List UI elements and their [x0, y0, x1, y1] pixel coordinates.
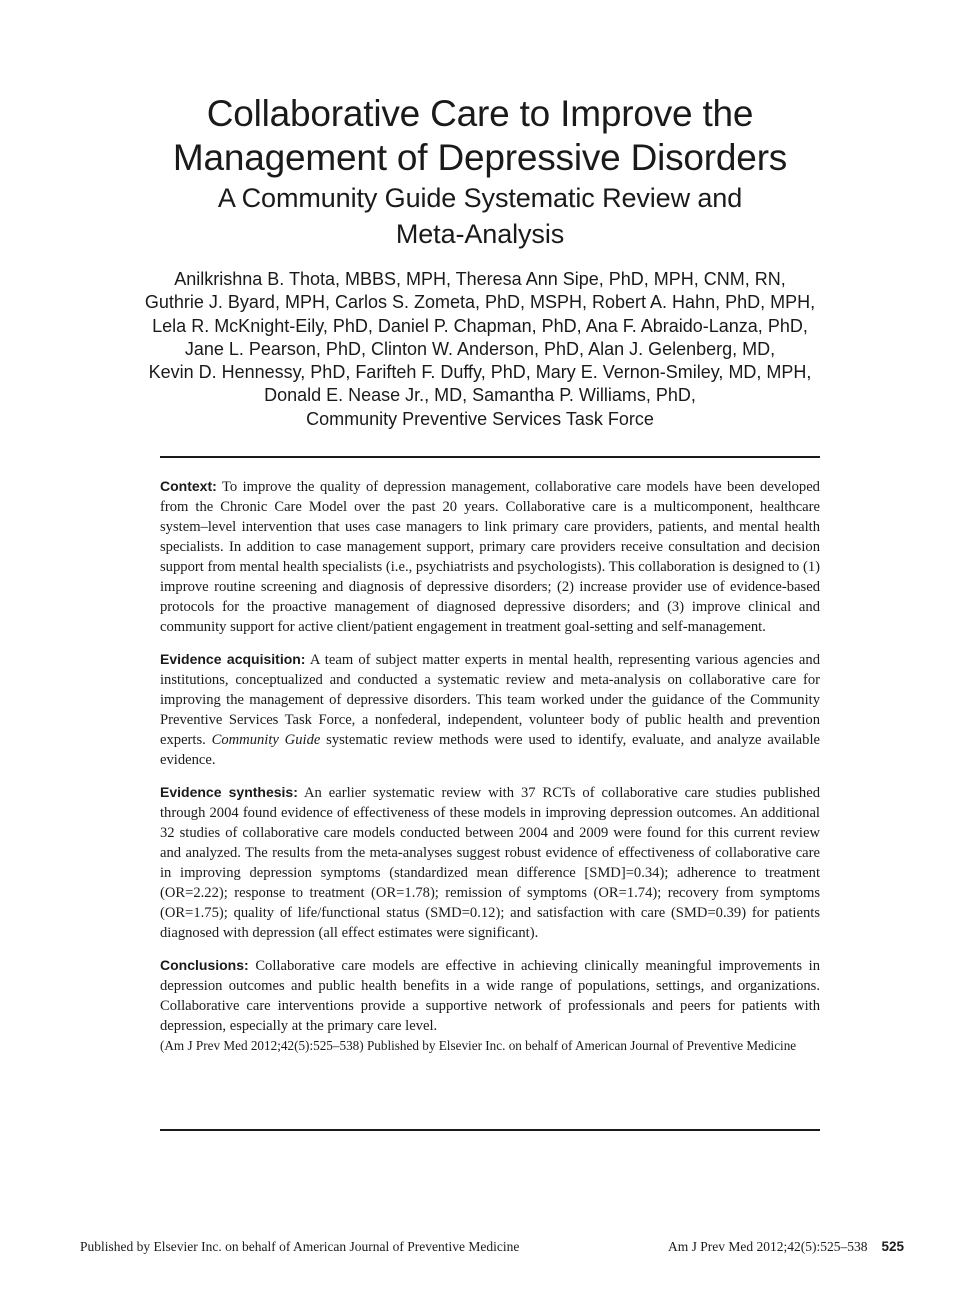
synthesis-label: Evidence synthesis:: [160, 784, 298, 800]
footer-journal-ref: Am J Prev Med 2012;42(5):525–538: [667, 1239, 868, 1254]
abstract-citation: (Am J Prev Med 2012;42(5):525–538) Published by Elsevier Inc. on behalf of American Journal of Preventive Medicine: [160, 1038, 797, 1053]
abstract-conclusions: [160, 955, 820, 1036]
footer-publisher: Published by Elsevier Inc. on behalf of American Journal of Preventive Medicine: [80, 1239, 520, 1254]
subtitle-line-2: Meta-Analysis: [395, 219, 565, 249]
footer-right: [668, 1238, 904, 1256]
context-label: Context:: [160, 478, 217, 494]
author-line: Guthrie J. Byard, MPH, Carlos S. Zometa, PhD, MSPH, Robert A. Hahn, PhD, MPH,: [144, 292, 816, 313]
author-line: Anilkrishna B. Thota, MBBS, MPH, Theresa Ann Sipe, PhD, MPH, CNM, RN,: [174, 269, 786, 289]
acquisition-text-continued: systematic review methods were used to identify, evaluate, and analyze available evidence.: [160, 732, 820, 768]
author-line: Donald E. Nease Jr., MD, Samantha P. Williams, PhD,: [264, 385, 696, 406]
acquisition-text: A team of subject matter experts in mental health, representing various agencies and institutions, conceptualized and conducted a systematic review and meta-analysis on collaborative care for improving the management of depressive disorders. This team worked under the guidance of the Community Preventive Services Task Force, a nonfederal, independent, volunteer body of public health and prevention experts.: [160, 652, 820, 748]
synthesis-text: An earlier systematic review with 37 RCTs of collaborative care studies published through 2004 found evidence of effectiveness of these models in improving depression outcomes. An additional 32 studies of collaborative care models conducted between 2004 and 2009 were found for this current review and analyzed. The results from the meta-analyses suggest robust evidence of effectiveness of collaborative care in improving depression symptoms (standardized mean difference [SMD]=0.34); adherence to treatment (OR=2.22); response to treatment (OR=1.78); remission of symptoms (OR=1.74); recovery from symptoms (OR=1.75); quality of life/functional status (SMD=0.12); and satisfaction with care (SMD=0.39) for patients diagnosed with depression (all effect estimates were significant).: [160, 785, 820, 941]
page-number: 525: [881, 1239, 904, 1254]
abstract-top-divider: [160, 456, 820, 458]
context-text: To improve the quality of depression management, collaborative care models have been developed from the Chronic Care Model over the past 20 years. Collaborative care is a multicomponent, healthcare system–level intervention that uses case managers to link primary care providers, patients, and mental health specialists. In addition to case management support, primary care providers receive consultation and decision support from mental health specialists (i.e., psychiatrists and psychologists). This collaboration is designed to (1) improve routine screening and diagnosis of depressive disorders; (2) increase provider use of evidence-based protocols for the proactive management of diagnosed depressive disorders; and (3) improve clinical and community support for active client/patient engagement in treatment goal-setting and self-management.: [160, 479, 820, 635]
author-list: [100, 268, 860, 431]
abstract: [160, 476, 820, 1066]
subtitle-line-1: A Community Guide Systematic Review and: [217, 183, 743, 213]
author-line: Jane L. Pearson, PhD, Clinton W. Anderson, PhD, Alan J. Gelenberg, MD,: [184, 338, 776, 359]
abstract-context: [160, 476, 820, 637]
acquisition-italic-term: Community Guide: [211, 732, 321, 748]
abstract-evidence-acquisition: [160, 649, 820, 770]
conclusions-text: Collaborative care models are effective in achieving clinically meaningful improvements in depression outcomes and public health benefits in a wide range of populations, settings, and organizations. Collaborative care interventions provide a supportive network of professionals and peers for patients with depression, especially at the primary care level.: [160, 958, 820, 1034]
author-line: Lela R. McKnight-Eily, PhD, Daniel P. Chapman, PhD, Ana F. Abraido-Lanza, PhD,: [152, 315, 808, 336]
conclusions-label: Conclusions:: [160, 957, 249, 973]
title-main-line-1: Collaborative Care to Improve the: [206, 93, 754, 134]
acquisition-label: Evidence acquisition:: [160, 651, 306, 667]
author-line: Kevin D. Hennessy, PhD, Farifteh F. Duffy, PhD, Mary E. Vernon-Smiley, MD, MPH,: [148, 362, 812, 383]
author-line: Community Preventive Services Task Force: [306, 408, 654, 429]
abstract-bottom-divider: [160, 1129, 820, 1131]
abstract-evidence-synthesis: [160, 782, 820, 943]
title-main-line-2: Management of Depressive Disorders: [172, 137, 788, 178]
article-title: [80, 92, 880, 252]
